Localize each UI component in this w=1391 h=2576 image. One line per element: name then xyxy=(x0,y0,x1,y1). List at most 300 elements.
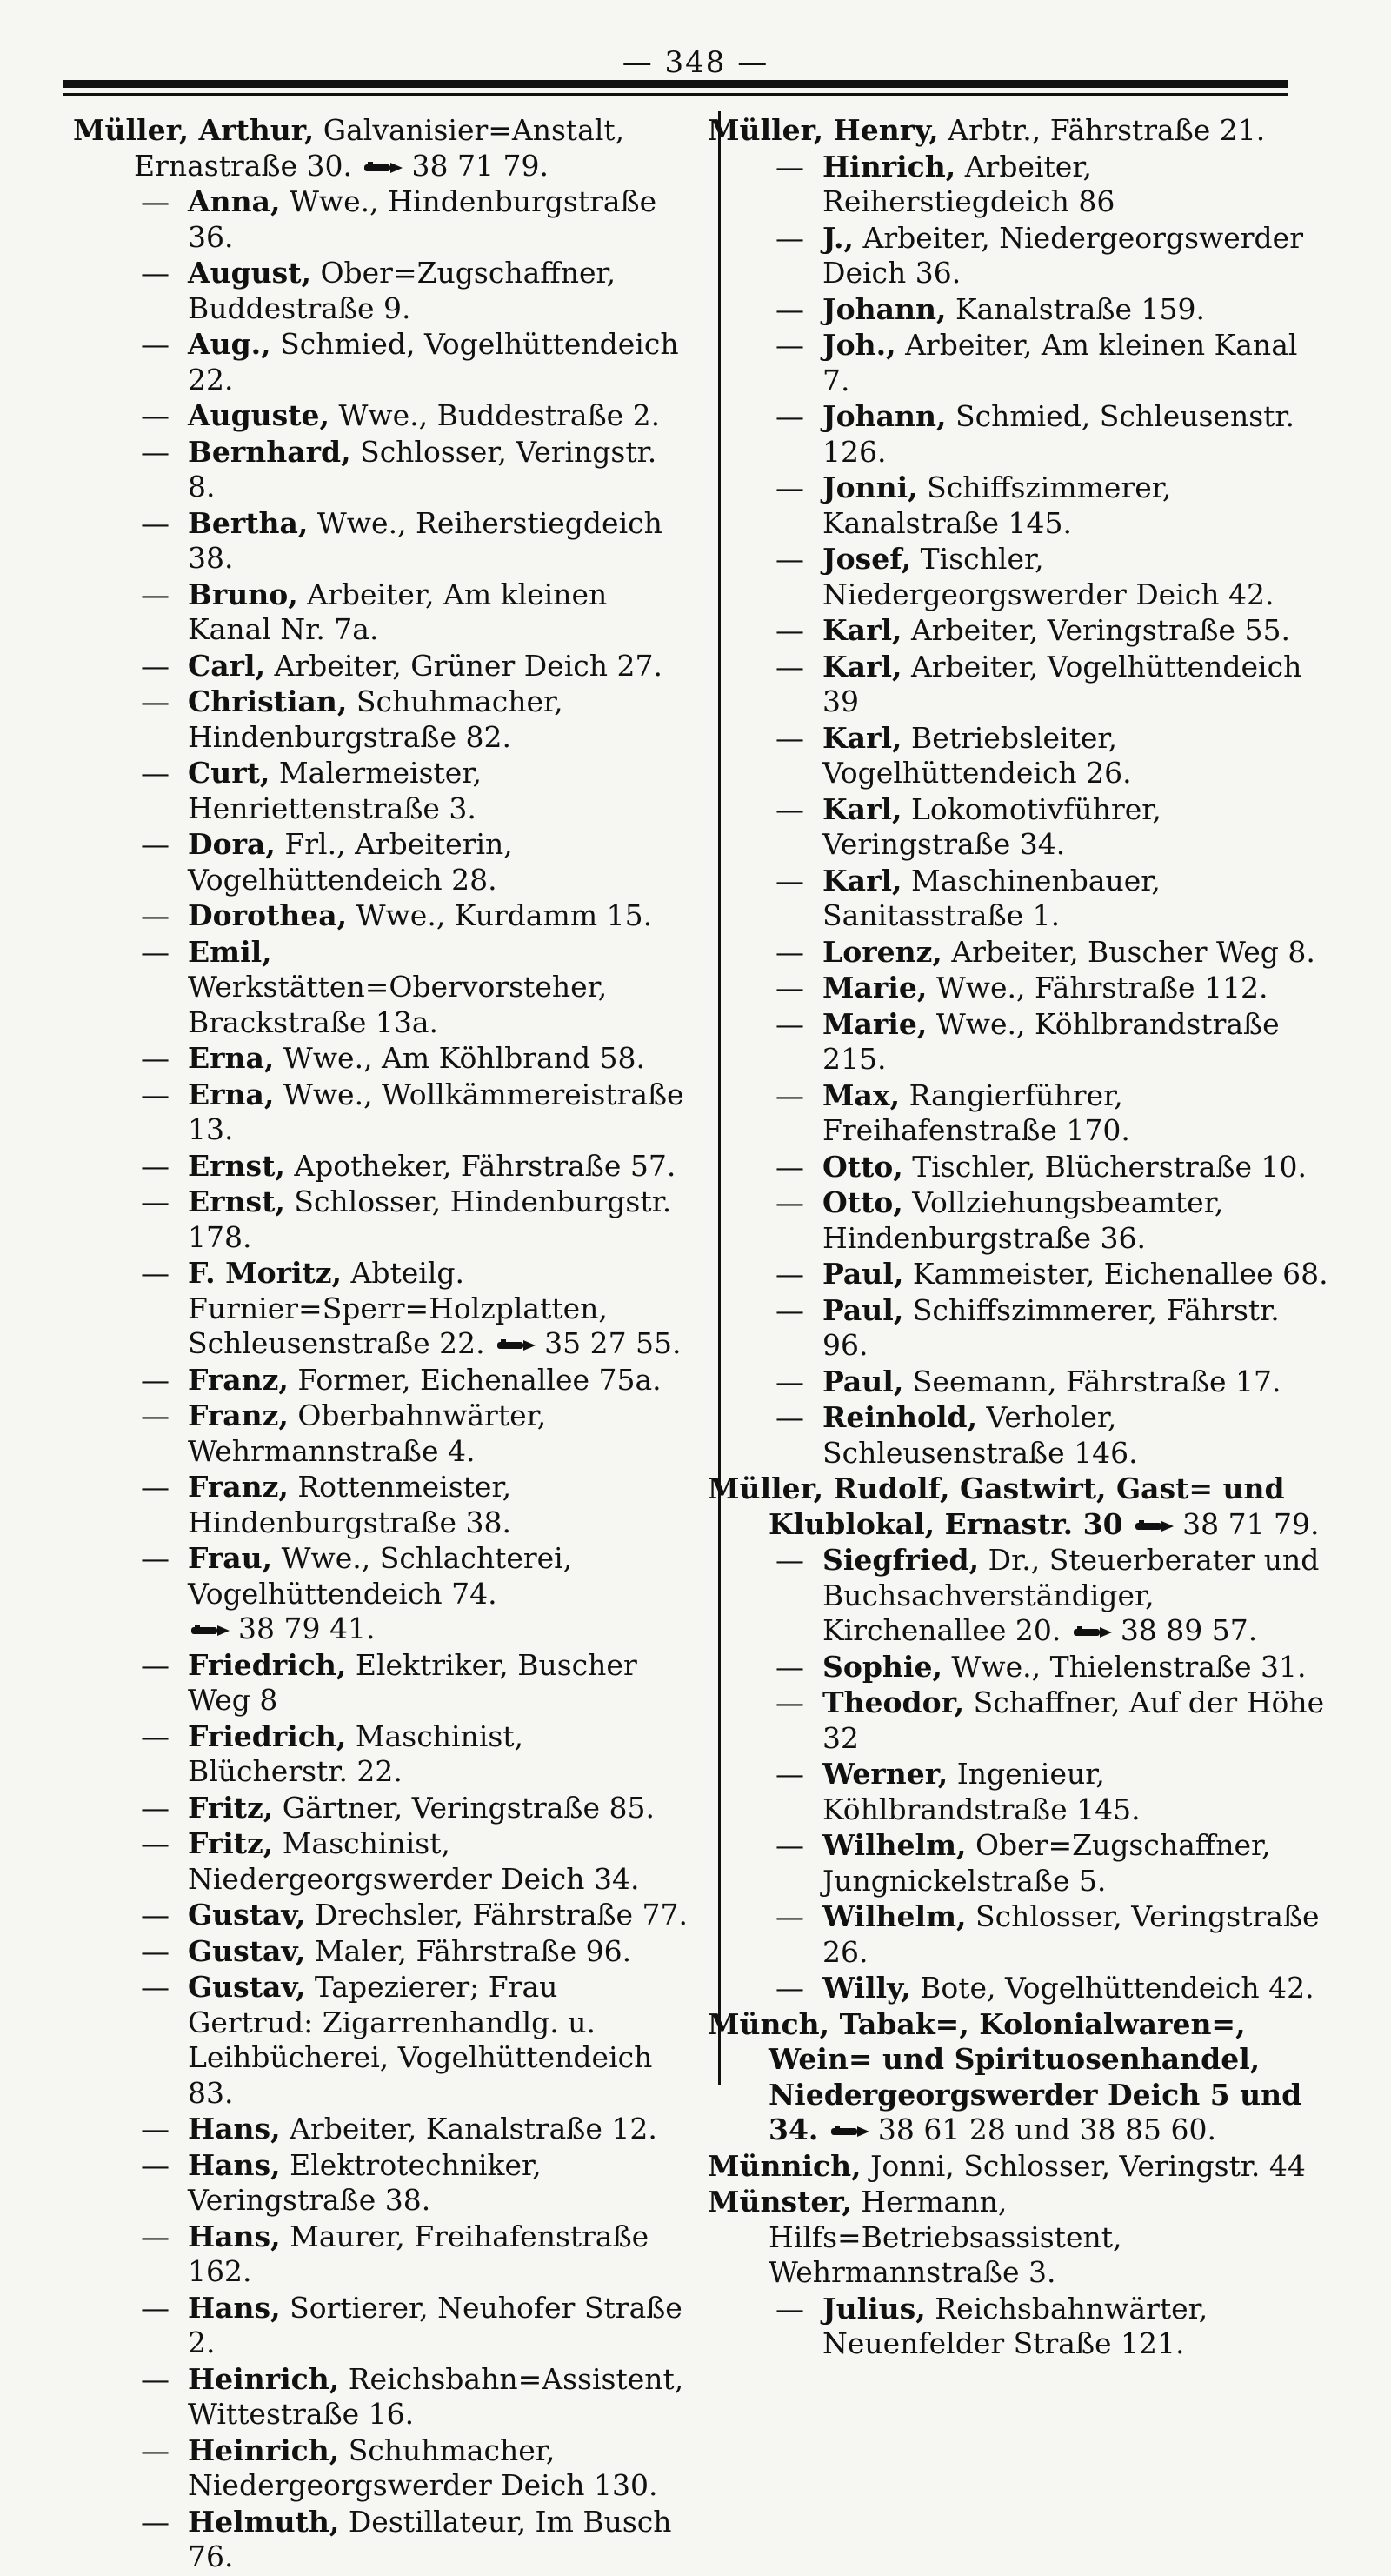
entry-name: Franz, xyxy=(188,1470,289,1504)
entry-details: Wwe., Kurdamm 15. xyxy=(347,898,653,932)
directory-entry xyxy=(708,1543,1334,1649)
entry-details: Wwe., Reiherstiegdeich 38. xyxy=(188,505,662,575)
entry-name: Theodor, xyxy=(822,1685,965,1719)
ditto-dash: — xyxy=(141,184,170,218)
entry-name: Karl, xyxy=(822,649,902,684)
ditto-dash: — xyxy=(775,1543,804,1577)
entry-details: Sortierer, Neuhofer Straße 2. xyxy=(188,2290,682,2359)
entry-name: Heinrich, xyxy=(188,2361,340,2396)
directory-entry xyxy=(73,756,692,826)
entry-name: Fritz, xyxy=(188,1826,274,1860)
directory-entry xyxy=(73,113,692,184)
entry-name: Hans, xyxy=(188,2147,281,2182)
entry-details: Tischler, Niedergeorgswerder Deich 42. xyxy=(822,542,1275,611)
phone-number-text: 38 61 28 und 38 85 60. xyxy=(877,2112,1216,2146)
entry-details: Tapezierer; Frau Gertrud: Zigarrenhandlg. u. Leihbücherei, Vogelhüttendeich 83. xyxy=(188,1970,653,2110)
entry-details: Rottenmeister, Hindenburgstraße 38. xyxy=(188,1470,512,1539)
directory-entry xyxy=(73,2219,692,2290)
entry-details: Wwe., Thielenstraße 31. xyxy=(942,1649,1307,1684)
directory-entry xyxy=(708,470,1334,541)
ditto-dash: — xyxy=(775,1149,804,1184)
ditto-dash: — xyxy=(775,1685,804,1719)
directory-entry xyxy=(708,2149,1334,2185)
ditto-dash: — xyxy=(141,1898,170,1932)
directory-entry xyxy=(73,684,692,755)
entry-details: Hermann, Hilfs=Betriebsassistent, Wehrmannstraße 3. xyxy=(769,2185,1122,2289)
ditto-dash: — xyxy=(141,1541,170,1575)
ditto-dash: — xyxy=(141,1148,170,1183)
entry-details: Schlosser, Veringstraße 26. xyxy=(822,1899,1320,1969)
entry-name: Emil, xyxy=(188,934,272,969)
telephone-icon xyxy=(1135,1519,1175,1533)
entry-name: Auguste, xyxy=(188,398,329,432)
phone-number-text: 35 27 55. xyxy=(544,1326,682,1360)
entry-details: Kammeister, Eichenallee 68. xyxy=(903,1257,1328,1291)
telephone-icon xyxy=(1074,1625,1114,1639)
directory-entry xyxy=(708,864,1334,934)
directory-entry xyxy=(708,613,1334,649)
directory-entry xyxy=(73,1078,692,1148)
entry-name: August, xyxy=(188,256,311,290)
ditto-dash: — xyxy=(141,2504,170,2539)
ditto-dash: — xyxy=(775,863,804,898)
entry-name: Bernhard, xyxy=(188,434,351,469)
entry-name: Frau, xyxy=(188,1541,273,1575)
entry-name: Marie, xyxy=(822,971,928,1004)
entry-details: Maschinist, Blücherstr. 22. xyxy=(188,1718,524,1788)
ditto-dash: — xyxy=(775,1899,804,1933)
directory-entry xyxy=(73,1898,692,1933)
entry-name: Münnich, xyxy=(708,2148,862,2183)
entry-name: Hans, xyxy=(188,2290,281,2325)
left-column xyxy=(73,113,692,2576)
directory-entry xyxy=(708,971,1334,1006)
entry-name: Dorothea, xyxy=(188,898,348,932)
entry-details: Destillateur, Im Busch 76. xyxy=(188,2504,672,2573)
ditto-dash: — xyxy=(775,1400,804,1434)
directory-entry xyxy=(708,935,1334,971)
directory-entry xyxy=(708,1899,1334,1970)
ditto-dash: — xyxy=(141,1398,170,1432)
directory-entry xyxy=(708,1685,1334,1756)
entry-name: Josef, xyxy=(822,542,912,576)
ditto-dash: — xyxy=(141,934,170,969)
entry-name: Jonni, xyxy=(822,470,918,504)
ditto-dash: — xyxy=(775,1185,804,1219)
phone-number xyxy=(361,149,548,183)
ditto-dash: — xyxy=(141,756,170,790)
ditto-dash: — xyxy=(141,1790,170,1825)
entry-details: Arbeiter, Niedergeorgswerder Deich 36. xyxy=(822,220,1303,290)
directory-entry xyxy=(73,1648,692,1718)
page-number: — 348 — xyxy=(622,45,769,80)
entry-name: Heinrich, xyxy=(188,2433,340,2467)
entry-details: Maurer, Freihafenstraße 162. xyxy=(188,2219,649,2288)
ditto-dash: — xyxy=(775,1828,804,1862)
entry-details: Wwe., Wollkämmereistraße 13. xyxy=(188,1077,684,1146)
entry-name: Münster, xyxy=(708,2185,852,2219)
entry-name: Reinhold, xyxy=(822,1400,978,1434)
entry-name: Paul, xyxy=(822,1292,904,1327)
directory-entry xyxy=(708,2292,1334,2362)
entry-name: Erna, xyxy=(188,1077,275,1111)
ditto-dash: — xyxy=(141,2147,170,2182)
entry-details: Seemann, Fährstraße 17. xyxy=(903,1364,1281,1398)
directory-entry xyxy=(73,649,692,684)
entry-details: Arbeiter, Kanalstraße 12. xyxy=(280,2112,657,2146)
entry-details: Maschinenbauer, Sanitasstraße 1. xyxy=(822,863,1161,932)
ditto-dash: — xyxy=(141,1718,170,1753)
ditto-dash: — xyxy=(775,1757,804,1791)
entry-name: Anna, xyxy=(188,184,281,218)
entry-name: Siegfried, xyxy=(822,1543,980,1577)
directory-entry xyxy=(73,2433,692,2504)
ditto-dash: — xyxy=(775,291,804,326)
directory-entry xyxy=(73,1149,692,1185)
ditto-dash: — xyxy=(141,577,170,611)
entry-details: Tischler, Blücherstraße 10. xyxy=(902,1149,1307,1184)
entry-details: Wwe., Hindenburgstraße 36. xyxy=(188,184,657,254)
ditto-dash: — xyxy=(775,470,804,504)
header-rule-thin xyxy=(63,93,1288,96)
entry-details: Schmied, Vogelhüttendeich 22. xyxy=(188,327,679,397)
ditto-dash: — xyxy=(141,505,170,540)
directory-entry xyxy=(73,1826,692,1897)
ditto-dash: — xyxy=(141,1933,170,1968)
entry-name: Karl, xyxy=(822,720,902,755)
ditto-dash: — xyxy=(141,2219,170,2253)
entry-details: Arbeiter, Am kleinen Kanal Nr. 7a. xyxy=(188,577,608,646)
entry-name: Werner, xyxy=(822,1757,948,1791)
entry-name: Dora, xyxy=(188,827,276,861)
entry-name: F. Moritz, xyxy=(188,1256,343,1290)
ditto-dash: — xyxy=(141,1077,170,1111)
right-column xyxy=(708,113,1334,2363)
entry-name: Franz, xyxy=(188,1398,289,1432)
entry-name: Erna, xyxy=(188,1041,275,1075)
ditto-dash: — xyxy=(775,1292,804,1327)
entry-details: Elektrotechniker, Veringstraße 38. xyxy=(188,2147,542,2217)
entry-details: Abteilg. Furnier=Sperr=Holzplatten, Schleusenstraße 22. xyxy=(188,1256,608,1360)
entry-details: Dr., Steuerberater und Buchsachverständiger, Kirchenallee 20. xyxy=(822,1543,1320,1647)
directory-entry xyxy=(708,1757,1334,1827)
entry-details: Schuhmacher, Niedergeorgswerder Deich 130. xyxy=(188,2433,658,2502)
entry-details: Oberbahnwärter, Wehrmannstraße 4. xyxy=(188,1398,547,1468)
directory-entry xyxy=(708,2185,1334,2291)
directory-entry xyxy=(73,256,692,326)
entry-name: Johann, xyxy=(822,291,947,326)
directory-entry xyxy=(708,721,1334,791)
directory-entry xyxy=(708,1293,1334,1364)
entry-details: Schiffszimmerer, Kanalstraße 145. xyxy=(822,470,1172,540)
ditto-dash: — xyxy=(775,613,804,647)
telephone-icon xyxy=(497,1338,537,1352)
ditto-dash: — xyxy=(141,898,170,932)
ditto-dash: — xyxy=(141,1826,170,1860)
entry-name: Hans, xyxy=(188,2219,281,2253)
ditto-dash: — xyxy=(141,1185,170,1218)
entry-details: Elektriker, Buscher Weg 8 xyxy=(188,1647,637,1717)
entry-name: Friedrich, xyxy=(188,1647,347,1682)
entry-name: Karl, xyxy=(822,863,902,898)
entry-details: Kanalstraße 159. xyxy=(946,291,1205,326)
entry-details: Wwe., Am Köhlbrand 58. xyxy=(274,1041,646,1075)
entry-details: Verholer, Schleusenstraße 146. xyxy=(822,1400,1138,1470)
entry-details: Wwe., Köhlbrandstraße 215. xyxy=(822,1006,1280,1076)
ditto-dash: — xyxy=(141,1647,170,1682)
entry-details: Vollziehungsbeamter, Hindenburgstraße 36. xyxy=(822,1185,1224,1255)
entry-name: Müller, Henry, xyxy=(708,113,939,147)
entry-details: Werkstätten=Obervorsteher, Brackstraße 13a. xyxy=(188,970,608,1039)
entry-details: Wwe., Buddestraße 2. xyxy=(329,398,661,432)
directory-entry xyxy=(73,1791,692,1826)
ditto-dash: — xyxy=(141,827,170,861)
directory-entry xyxy=(73,1970,692,2111)
directory-entry xyxy=(73,2362,692,2433)
directory-entry xyxy=(73,2291,692,2361)
entry-details: Wwe., Schlachterei, Vogelhüttendeich 74. xyxy=(188,1541,573,1611)
entry-details: Former, Eichenallee 75a. xyxy=(288,1362,662,1397)
directory-entry xyxy=(73,2505,692,2575)
ditto-dash: — xyxy=(775,1257,804,1291)
directory-entry xyxy=(708,1185,1334,1256)
ditto-dash: — xyxy=(141,434,170,469)
entry-details: Schuhmacher, Hindenburgstraße 82. xyxy=(188,684,563,754)
entry-details: Arbeiter, Vogelhüttendeich 39 xyxy=(822,649,1302,718)
entry-details: Ingenieur, Köhlbrandstraße 145. xyxy=(822,1757,1141,1826)
entry-details: Arbeiter, Reiherstiegdeich 86 xyxy=(822,149,1115,218)
ditto-dash: — xyxy=(141,398,170,432)
phone-number xyxy=(1132,1507,1319,1541)
directory-entry xyxy=(73,1398,692,1469)
directory-entry xyxy=(73,1934,692,1970)
entry-name: Julius, xyxy=(822,2291,926,2326)
ditto-dash: — xyxy=(775,1364,804,1398)
entry-name: Wilhelm, xyxy=(822,1899,967,1933)
entry-details: Schlosser, Veringstr. 8. xyxy=(188,434,657,504)
directory-entry xyxy=(708,1007,1334,1078)
directory-entry xyxy=(73,398,692,434)
directory-entry xyxy=(73,935,692,1041)
directory-entry xyxy=(73,898,692,934)
entry-name: Münch, Tabak=, Kolonialwaren=, Wein= und Spirituosenhandel, Niedergeorgswerder Deich 5 und 34. xyxy=(708,2006,1302,2146)
ditto-dash: — xyxy=(775,649,804,684)
entry-name: Christian, xyxy=(188,684,348,718)
ditto-dash: — xyxy=(775,542,804,576)
entry-name: Fritz, xyxy=(188,1790,274,1825)
entry-name: Paul, xyxy=(822,1364,904,1398)
entry-name: Hans, xyxy=(188,2112,281,2146)
entry-name: Gustav, xyxy=(188,1933,306,1968)
entry-name: Aug., xyxy=(188,327,271,361)
ditto-dash: — xyxy=(775,971,804,1004)
entry-name: Bertha, xyxy=(188,505,309,540)
entry-name: Carl, xyxy=(188,648,266,683)
entry-name: J., xyxy=(822,220,855,255)
entry-details: Bote, Vogelhüttendeich 42. xyxy=(910,1971,1314,2005)
ditto-dash: — xyxy=(775,149,804,184)
entry-details: Ober=Zugschaffner, Buddestraße 9. xyxy=(188,256,616,325)
directory-entry xyxy=(708,221,1334,291)
entry-name: Hinrich, xyxy=(822,149,956,184)
entry-details: Arbeiter, Am kleinen Kanal 7. xyxy=(822,328,1298,397)
entry-details: Schiffszimmerer, Fährstr. 96. xyxy=(822,1292,1280,1362)
entry-name: Ernst, xyxy=(188,1185,285,1218)
directory-entry xyxy=(73,1470,692,1540)
directory-entry xyxy=(708,328,1334,398)
telephone-icon xyxy=(364,161,404,175)
ditto-dash: — xyxy=(775,2291,804,2326)
ditto-dash: — xyxy=(141,1362,170,1397)
entry-details: Malermeister, Henriettenstraße 3. xyxy=(188,756,482,825)
directory-entry xyxy=(73,1185,692,1255)
entry-name: Willy, xyxy=(822,1971,911,2005)
entry-details: Reichsbahnwärter, Neuenfelder Straße 121. xyxy=(822,2291,1208,2360)
phone-number xyxy=(188,1612,375,1645)
entry-name: Müller, Rudolf, Gastwirt, Gast= und Klublokal, Ernastr. 30 xyxy=(708,1472,1285,1541)
entry-name: Gustav, xyxy=(188,1970,306,2004)
ditto-dash: — xyxy=(775,1971,804,2005)
ditto-dash: — xyxy=(775,934,804,969)
entry-details: Lokomotivführer, Veringstraße 34. xyxy=(822,791,1161,861)
ditto-dash: — xyxy=(141,1041,170,1075)
directory-entry xyxy=(708,1400,1334,1471)
entry-name: Johann, xyxy=(822,399,947,433)
phone-number xyxy=(494,1326,681,1360)
directory-entry xyxy=(73,1041,692,1077)
entry-name: Wilhelm, xyxy=(822,1828,967,1862)
entry-details: Rangierführer, Freihafenstraße 170. xyxy=(822,1078,1130,1147)
directory-entry xyxy=(708,399,1334,470)
ditto-dash: — xyxy=(141,2433,170,2467)
ditto-dash: — xyxy=(775,1006,804,1041)
directory-entry xyxy=(73,1363,692,1398)
entry-details: Reichsbahn=Assistent, Wittestraße 16. xyxy=(188,2361,684,2431)
ditto-dash: — xyxy=(775,1078,804,1112)
directory-entry xyxy=(73,577,692,648)
directory-entry xyxy=(708,1365,1334,1400)
ditto-dash: — xyxy=(141,1970,170,2004)
entry-name: Marie, xyxy=(822,1006,928,1041)
entry-details: Schlosser, Hindenburgstr. 178. xyxy=(188,1185,672,1254)
ditto-dash: — xyxy=(775,1649,804,1684)
ditto-dash: — xyxy=(141,1256,170,1290)
entry-name: Helmuth, xyxy=(188,2504,340,2539)
entry-details: Drechsler, Fährstraße 77. xyxy=(305,1898,689,1932)
ditto-dash: — xyxy=(775,399,804,433)
directory-entry xyxy=(708,542,1334,612)
phone-number-text: 38 79 41. xyxy=(238,1612,376,1645)
entry-name: Joh., xyxy=(822,328,896,362)
directory-entry xyxy=(73,1719,692,1790)
entry-details: Jonni, Schlosser, Veringstr. 44 xyxy=(861,2148,1306,2183)
entry-name: Friedrich, xyxy=(188,1718,347,1753)
entry-details: Arbeiter, Buscher Weg 8. xyxy=(942,934,1315,969)
entry-name: Sophie, xyxy=(822,1649,942,1684)
phone-number xyxy=(1070,1613,1257,1647)
entry-name: Otto, xyxy=(822,1185,903,1219)
phone-number-text: 38 71 79. xyxy=(1182,1506,1320,1541)
entry-details: Maschinist, Niedergeorgswerder Deich 34. xyxy=(188,1826,640,1896)
entry-details: Frl., Arbeiterin, Vogelhüttendeich 28. xyxy=(188,827,513,897)
entry-name: Karl, xyxy=(822,791,902,826)
directory-entry xyxy=(708,1150,1334,1185)
entry-name: Gustav, xyxy=(188,1898,306,1932)
directory-entry xyxy=(708,792,1334,863)
ditto-dash: — xyxy=(141,2361,170,2396)
ditto-dash: — xyxy=(141,648,170,683)
entry-details: Betriebsleiter, Vogelhüttendeich 26. xyxy=(822,720,1132,790)
directory-entry xyxy=(73,184,692,255)
entry-name: Paul, xyxy=(822,1257,904,1291)
ditto-dash: — xyxy=(141,2112,170,2146)
directory-entry xyxy=(708,1971,1334,2006)
directory-entry xyxy=(708,1650,1334,1685)
directory-entry xyxy=(708,150,1334,220)
ditto-dash: — xyxy=(775,791,804,826)
entry-name: Müller, Arthur, xyxy=(73,113,315,147)
directory-entry xyxy=(708,1078,1334,1149)
directory-entry xyxy=(73,1541,692,1647)
directory-entry xyxy=(73,327,692,397)
entry-details: Schaffner, Auf der Höhe 32 xyxy=(822,1685,1325,1755)
ditto-dash: — xyxy=(141,2290,170,2325)
entry-name: Franz, xyxy=(188,1362,289,1397)
ditto-dash: — xyxy=(775,220,804,255)
entry-details: Ober=Zugschaffner, Jungnickelstraße 5. xyxy=(822,1828,1271,1898)
ditto-dash: — xyxy=(141,684,170,718)
entry-name: Max, xyxy=(822,1078,901,1112)
entry-details: Schmied, Schleusenstr. 126. xyxy=(822,399,1295,469)
ditto-dash: — xyxy=(141,1470,170,1504)
ditto-dash: — xyxy=(775,328,804,362)
telephone-icon xyxy=(191,1624,231,1638)
directory-entry xyxy=(708,2007,1334,2148)
directory-entry xyxy=(708,650,1334,720)
directory-entry xyxy=(708,292,1334,328)
ditto-dash: — xyxy=(141,256,170,290)
directory-entry xyxy=(73,1256,692,1362)
entry-details: Maler, Fährstraße 96. xyxy=(305,1933,632,1968)
directory-entry xyxy=(73,2148,692,2219)
ditto-dash: — xyxy=(141,327,170,361)
entry-name: Ernst, xyxy=(188,1148,285,1183)
entry-details: Arbeiter, Grüner Deich 27. xyxy=(265,648,662,683)
phone-number-text: 38 71 79. xyxy=(411,148,549,183)
directory-entry xyxy=(708,113,1334,149)
directory-entry xyxy=(73,2112,692,2147)
entry-details: Gärtner, Veringstraße 85. xyxy=(273,1790,655,1825)
entry-name: Karl, xyxy=(822,613,902,647)
ditto-dash: — xyxy=(775,720,804,755)
entry-details: Wwe., Fährstraße 112. xyxy=(927,971,1268,1004)
entry-details: Galvanisier=Anstalt, Ernastraße 30. xyxy=(134,113,625,183)
header-rule-thick xyxy=(63,80,1288,88)
entry-details: Apotheker, Fährstraße 57. xyxy=(284,1148,676,1183)
directory-entry xyxy=(708,1828,1334,1899)
directory-entry xyxy=(73,435,692,505)
entry-name: Otto, xyxy=(822,1149,903,1184)
entry-details: Arbeiter, Veringstraße 55. xyxy=(902,613,1290,647)
entry-details: Arbtr., Fährstraße 21. xyxy=(938,113,1266,147)
directory-entry xyxy=(708,1472,1334,1542)
entry-name: Curt, xyxy=(188,756,270,790)
entry-name: Bruno, xyxy=(188,577,298,611)
phone-number xyxy=(828,2112,1216,2146)
directory-entry xyxy=(708,1257,1334,1292)
entry-name: Lorenz, xyxy=(822,934,942,969)
telephone-icon xyxy=(831,2125,871,2139)
